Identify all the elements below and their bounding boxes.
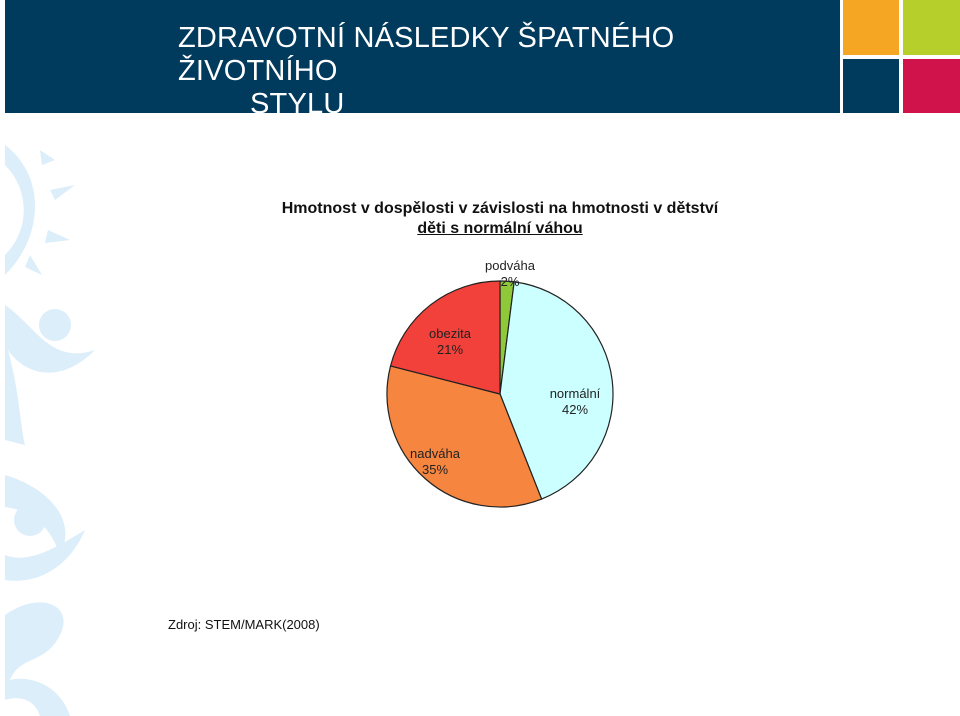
sun-ray-icon — [50, 185, 75, 200]
chart-subtitle: děti s normální váhou — [417, 220, 583, 237]
slide-title — [178, 22, 818, 121]
slice-value-label-4: 21% — [436, 342, 464, 357]
accent-tile-red — [903, 59, 960, 113]
sun-arc-icon — [5, 145, 35, 275]
figure-body-icon — [5, 475, 65, 555]
slice-label-4: obezita — [429, 326, 471, 341]
chart-title-text: Hmotnost v dospělosti v závislosti na hmotnosti v dětství — [281, 200, 719, 217]
accent-tile-orange — [843, 0, 899, 55]
sun-ray-icon — [25, 255, 42, 275]
accent-tile-green — [903, 0, 960, 55]
slice-label-1: podváha — [485, 258, 535, 273]
slice-value-label-2: 42% — [561, 402, 589, 417]
sun-ray-icon — [45, 230, 70, 243]
slice-label-3: nadváha — [410, 446, 460, 461]
wave-figure-icon — [5, 602, 70, 716]
slide-title-line1: ZDRAVOTNÍ NÁSLEDKY ŠPATNÉHO ŽIVOTNÍHO — [178, 22, 675, 87]
slice-value-label-3: 35% — [421, 462, 449, 477]
slice-label-2: normální — [549, 386, 601, 401]
slide-title-line2: STYLU — [250, 88, 345, 120]
sun-ray-icon — [40, 150, 55, 165]
figure-head-icon — [39, 309, 71, 341]
figure-body-icon — [5, 530, 85, 581]
pie-chart — [360, 250, 650, 540]
decorative-figures-watermark — [0, 135, 110, 716]
source-note: Zdroj: STEM/MARK(2008) — [168, 617, 320, 632]
chart-title — [220, 199, 780, 239]
accent-tile-navy — [843, 59, 899, 113]
slice-value-label-1: 2% — [500, 274, 520, 289]
